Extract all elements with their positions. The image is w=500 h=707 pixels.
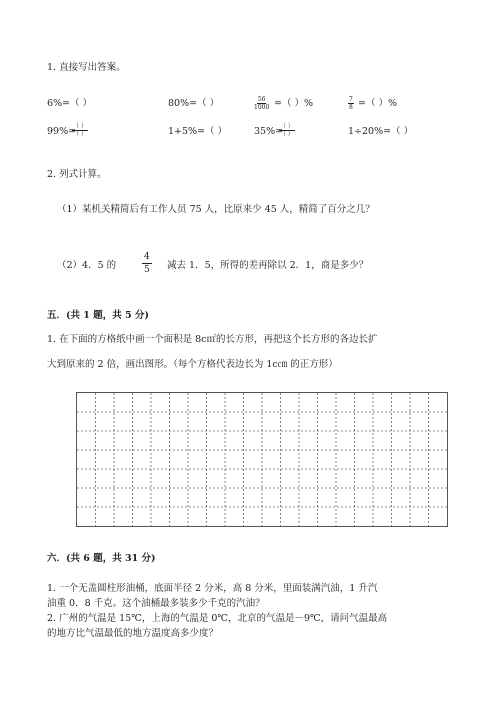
q1-row1-d-fraction xyxy=(348,96,354,111)
q1-row2-c-pre: 35%= xyxy=(254,126,284,137)
fraction-numerator: （ ） xyxy=(280,123,294,130)
q1-row2-b: 1+5%=（ ） xyxy=(168,126,228,137)
fraction-numerator: 4 xyxy=(144,252,150,262)
q1-row1-c-fraction xyxy=(254,96,269,111)
section5-heading: 五．(共 1 题，共 5 分) xyxy=(47,310,149,321)
fraction-denominator: 1000 xyxy=(254,104,270,111)
q1-row1-c-tail: =（ ）% xyxy=(274,98,314,109)
q2-title: 2. 列式计算。 xyxy=(47,169,107,180)
fraction-numerator: 7 xyxy=(349,96,353,103)
grid-paper[interactable] xyxy=(76,392,448,527)
q1-row2-d: 1÷20%=（ ） xyxy=(348,126,414,137)
q1-row1-b: 80%=（ ） xyxy=(168,98,220,109)
section5-line2: 大到原来的 2 倍，画出图形。（每个方格代表边长为 1c㎝ 的正方形） xyxy=(47,359,338,370)
q2-item2-pre: （2）4．5 的 xyxy=(57,260,117,271)
q1-row2-a-fraction xyxy=(72,123,88,138)
section6-line1: 1. 一个无盖圆柱形油桶，底面半径 2 分米，高 8 分米，里面装满汽油，1 升汽 xyxy=(47,583,378,594)
section6-heading: 六．(共 6 题，共 31 分) xyxy=(47,553,156,564)
section5-line1: 1. 在下面的方格纸中画一个面积是 8c㎡的长方形，再把这个长方形的各边长扩 xyxy=(47,334,378,345)
q1-title: 1. 直接写出答案。 xyxy=(47,62,126,73)
fraction-denominator: （ ） xyxy=(280,131,294,138)
fraction-numerator: 56 xyxy=(257,96,266,103)
section6-line2: 油重 0．8 千克。这个油桶最多装多少千克的汽油？ xyxy=(47,598,265,609)
q1-row2-a-pre: 99%= xyxy=(47,126,77,137)
section6-line3: 2. 广州的气温是 15℃，上海的气温是 0℃，北京的气温是－9℃，请问气温最高 xyxy=(47,613,388,624)
q1-row2-c-fraction xyxy=(279,123,295,138)
q2-item2-fraction xyxy=(142,251,152,276)
q2-item2-post: 减去 1．5，所得的差再除以 2．1，商是多少？ xyxy=(167,260,369,271)
fraction-numerator: （ ） xyxy=(73,123,87,130)
fraction-denominator: （ ） xyxy=(73,131,87,138)
q1-row1-a: 6%=（ ） xyxy=(47,98,93,109)
fraction-denominator: 5 xyxy=(144,265,150,275)
q1-row1-d-tail: =（ ）% xyxy=(358,98,398,109)
q2-item1: （1）某机关精简后有工作人员 75 人，比原来少 45 人，精简了百分之几？ xyxy=(57,204,375,215)
fraction-denominator: 8 xyxy=(349,104,353,111)
section6-line4: 的地方比气温最低的地方温度高多少度？ xyxy=(47,628,219,639)
grid-lines xyxy=(77,393,447,526)
